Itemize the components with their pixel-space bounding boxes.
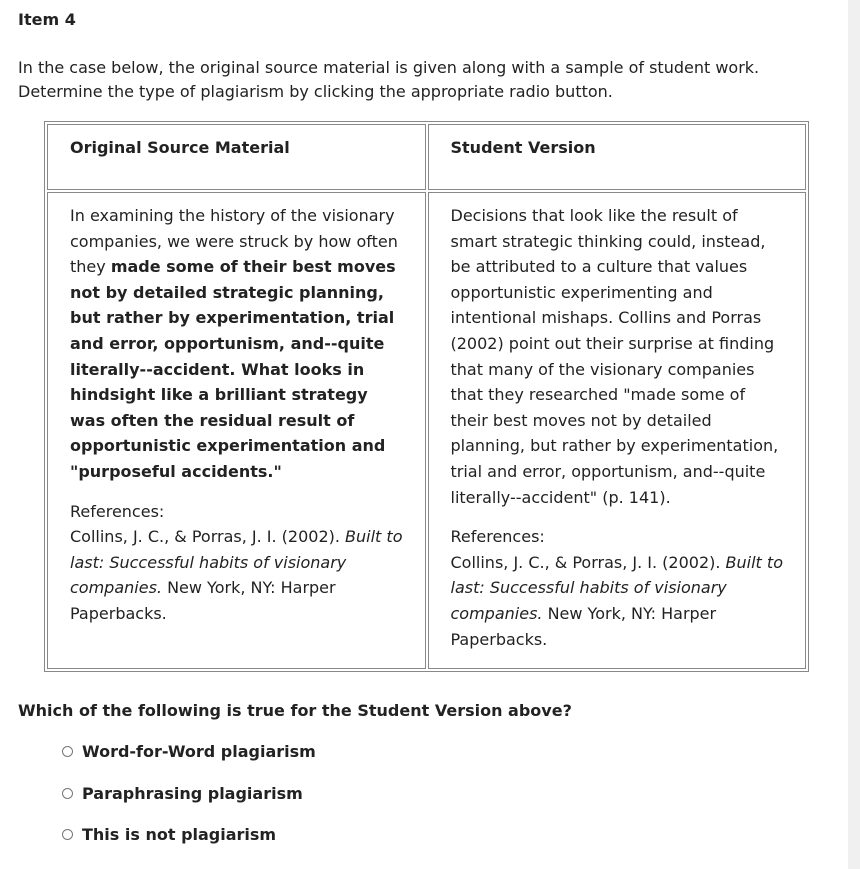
question-text: Which of the following is true for the Student Version above? <box>18 701 572 720</box>
student-cell <box>428 192 807 669</box>
option-label[interactable]: Word-for-Word plagiarism <box>82 742 316 761</box>
original-ref-title: Built to last: Successful habits of visionary companies. <box>70 527 403 598</box>
item-title: Item 4 <box>18 10 76 29</box>
student-references <box>451 524 784 652</box>
original-text <box>70 203 403 485</box>
original-text-plain: In examining the history of the visionary companies, we were struck by how often they <box>70 206 398 277</box>
student-text: Decisions that look like the result of smart strategic thinking could, instead, be attributed to a culture that values opportunistic experimenting and intentional mishaps. Collins and Porras (2002) point out their surprise at finding that many of the visionary companies that they researched "made some of their best moves not by detailed planning, but rather by experimentation, trial and error, opportunism, and--quite literally--accident" (p. 141). <box>450 206 779 507</box>
original-header: Original Source Material <box>47 124 426 190</box>
original-references-label: References: <box>70 501 165 521</box>
student-header: Student Version <box>428 124 807 190</box>
comparison-table <box>44 121 809 672</box>
original-ref-publisher: New York, NY: Harper Paperbacks. <box>70 578 336 623</box>
option-paraphrasing[interactable] <box>62 784 303 803</box>
original-text-bold: made some of their best moves not by detailed strategic planning, but rather by experimentation, trial and error, opportunism, and--quite literally--accident. What looks in hindsight like a brilliant strategy was often the residual result of opportunistic experimentation and "purposeful accidents." <box>70 257 396 481</box>
original-reference-entry <box>70 524 403 626</box>
option-label[interactable]: Paraphrasing plagiarism <box>82 784 303 803</box>
student-references-label: References: <box>450 527 545 547</box>
radio-word-for-word[interactable] <box>62 746 73 757</box>
option-label[interactable]: This is not plagiarism <box>82 825 277 844</box>
original-cell <box>47 192 426 669</box>
radio-paraphrasing[interactable] <box>62 788 73 799</box>
student-ref-title: Built to last: Successful habits of visionary companies. <box>450 552 783 623</box>
option-word-for-word[interactable] <box>62 742 316 761</box>
original-ref-authors: Collins, J. C., & Porras, J. I. (2002). <box>70 527 346 547</box>
option-not-plagiarism[interactable] <box>62 825 276 844</box>
student-ref-publisher: New York, NY: Harper Paperbacks. <box>450 603 717 649</box>
student-ref-authors: Collins, J. C., & Porras, J. I. (2002). <box>450 552 726 572</box>
original-references <box>70 499 403 627</box>
student-reference-entry <box>451 550 784 652</box>
radio-not-plagiarism[interactable] <box>62 829 73 840</box>
instructions: In the case below, the original source material is given along with a sample of student work. Determine the type of plagiarism by clicking the appropriate radio button. <box>18 58 760 101</box>
